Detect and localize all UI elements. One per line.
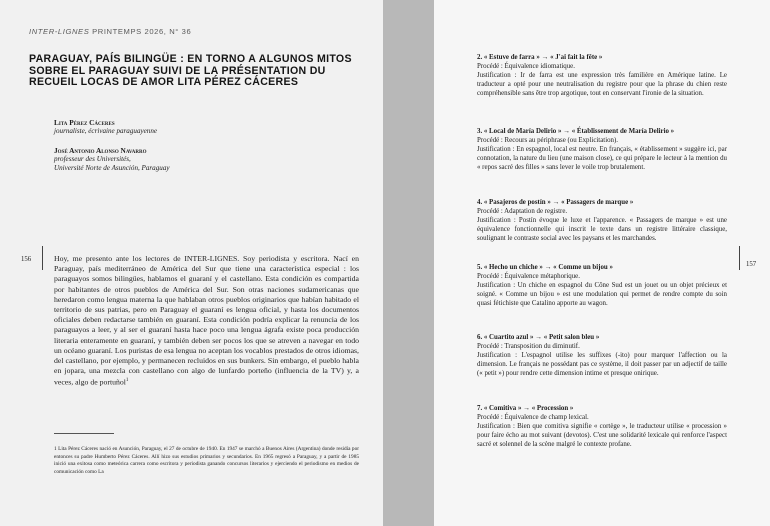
translation-item <box>477 127 727 172</box>
body-paragraph <box>54 254 359 388</box>
margin-rule <box>739 246 740 270</box>
article-title: PARAGUAY, PAÍS BILINGÜE : EN TORNO A ALGUNOS MITOS SOBRE EL PARAGUAY SUIVI DE LA PRÉSENTATION DU RECUEIL LOCAS DE AMOR LITA PÉREZ CÁCERES <box>29 53 352 89</box>
item-heading: 6. « Cuartito azul » → « Petit salon bleu » <box>477 334 600 341</box>
page-number-right: 157 <box>746 261 757 268</box>
item-heading: 7. « Comitiva » → « Procession » <box>477 405 574 412</box>
footnote-ref: 1 <box>125 378 129 384</box>
translation-item <box>477 263 727 308</box>
item-procedure: Procédé : Adaptation de registre. <box>477 208 568 216</box>
author-name-1: Lita Pérez Cáceres <box>54 118 115 127</box>
translation-item <box>477 53 727 98</box>
issue-info: PRINTEMPS 2026, N° 36 <box>92 27 192 36</box>
item-justification: Justification : Un chiche en espagnol du Cône Sud est un jouet ou un objet précieux et soigné. « Comme un bijou » est une modulation qui permet de rendre compte du soin quasi fétichiste que Catalino apporte au wagon. <box>477 282 727 308</box>
item-heading: 4. « Pasajeros de postín » → « Passagers de marque » <box>477 199 634 206</box>
item-justification: Justification : Postín évoque le luxe et l'apparence. « Passagers de marque » est une équivalence fonctionnelle qui inscrit le texte dans un registre littéraire classique, soulignant le contraste social avec les paysans et les marchandes. <box>477 217 727 243</box>
item-justification: Justification : En espagnol, local est neutre. En français, « établissement » suggère ici, par connotation, la nature du lieu (une maison close), ce qui prépare le lecteur à la mention du « repos sacré des filles » sans lever le voile trop brutalement. <box>477 146 727 172</box>
item-procedure: Procédé : Équivalence de champ lexical. <box>477 414 589 422</box>
page-number-left: 156 <box>21 256 32 263</box>
author-affiliation-2b: Université Norte de Asunción, Paraguay <box>54 164 170 172</box>
footnote: 1 Lita Pérez Cáceres nació en Asunción, Paraguay, el 27 de octubre de 1940. En 1947 se marchó a Buenos Aires (Argentina) donde residía por entonces su padre Humberto Pérez Cáceres. Allí hizo sus estudios primarios y secundarios. En 1965 regresó a Paraguay, y a partir de 1985 inició una exitosa como meteórica carrera como escritora y periodista ganando concursos literarios y ejerciendo el periodismo en medios de comunicación como La <box>54 446 359 475</box>
item-procedure: Procédé : Équivalence idiomatique. <box>477 63 575 71</box>
body-text: Hoy, me presento ante los lectores de INTER-LIGNES. Soy periodista y escritora. Nací en Paraguay, país mediterráneo de América del Sur que tiene una característica especial : los paraguayos somos bilingües, hablamos el guaraní y el castellano. Esta condición es compartida por habitantes de otros pueblos de América del Sur. Son otras naciones sudamericanas que heredaron como lengua materna la que hablaban otros pueblos originarios que habían habitado el territorio de sus patrias, pero en Paraguay el guaraní es lengua oficial, y hasta los documentos oficiales deben redactarse también en guaraní. Esta condición podría explicar la renuncia de los paraguayos a leer, y al ser el guaraní hasta hace poco una lengua ágrafa existe poca producción literaria enteramente en guaraní, y también deben ser pocos los que se atreven a navegar en todo un océano guaraní. Los puristas de esa lengua no aceptan los vocablos prestados de otros idiomas, del castellano, por ejemplo, y permanecen recluidos en sus bunkers. Sin embargo, el pueblo habla en jopara, una mezcla con castellano con algo de lunfardo porteño (influencia de la TV) y, a veces, algo de portuñol <box>54 254 359 388</box>
item-justification: Justification : Bien que comitiva signifie « cortège », le traducteur utilise « procession » pour faire écho au mot suivant (devotos). C'est une solidarité lexicale qui renforce l'aspect sacré et solennel de la scène malgré le contexte profane. <box>477 423 727 449</box>
page-gutter <box>383 0 434 526</box>
item-heading: 5. « Hecho un chiche » → « Comme un bijou » <box>477 264 613 271</box>
item-heading: 2. « Estuve de farra » → « J'ai fait la fête » <box>477 54 603 61</box>
margin-rule <box>42 246 43 270</box>
item-procedure: Procédé : Équivalence métaphorique. <box>477 273 580 281</box>
item-justification: Justification : L'espagnol utilise les suffixes (-ito) pour marquer l'affection ou la dimension. Le français ne possédant pas ce système, il doit passer par un adjectif de taille (« petit ») pour rendre cette dimension intime et presque onirique. <box>477 352 727 378</box>
translation-item <box>477 404 727 449</box>
item-procedure: Procédé : Recours au périphrase (ou Explicitation). <box>477 137 619 145</box>
item-heading: 3. « Local de María Delirio » → « Établissement de María Delirio » <box>477 128 675 135</box>
author-affiliation-2a: professeur des Universités, <box>54 155 131 163</box>
journal-name: INTER-LIGNES <box>29 27 90 36</box>
translation-item <box>477 198 727 243</box>
footnote-rule <box>54 433 114 434</box>
left-page <box>0 0 383 526</box>
item-justification: Justification : Ir de farra est une expression très familière en Amérique latine. Le traducteur a opté pour une neutralisation du registre pour que la phrase du chien reste compréhensible sans être trop argotique, tout en conservant l'ironie de la situation. <box>477 72 727 98</box>
translation-item <box>477 333 727 378</box>
item-procedure: Procédé : Transposition du diminutif. <box>477 343 580 351</box>
right-page <box>434 0 770 526</box>
author-affiliation-1: journaliste, écrivaine paraguayenne <box>54 127 158 135</box>
author-name-2: José Antonio Alonso Navarro <box>54 146 147 155</box>
running-header <box>29 27 191 36</box>
